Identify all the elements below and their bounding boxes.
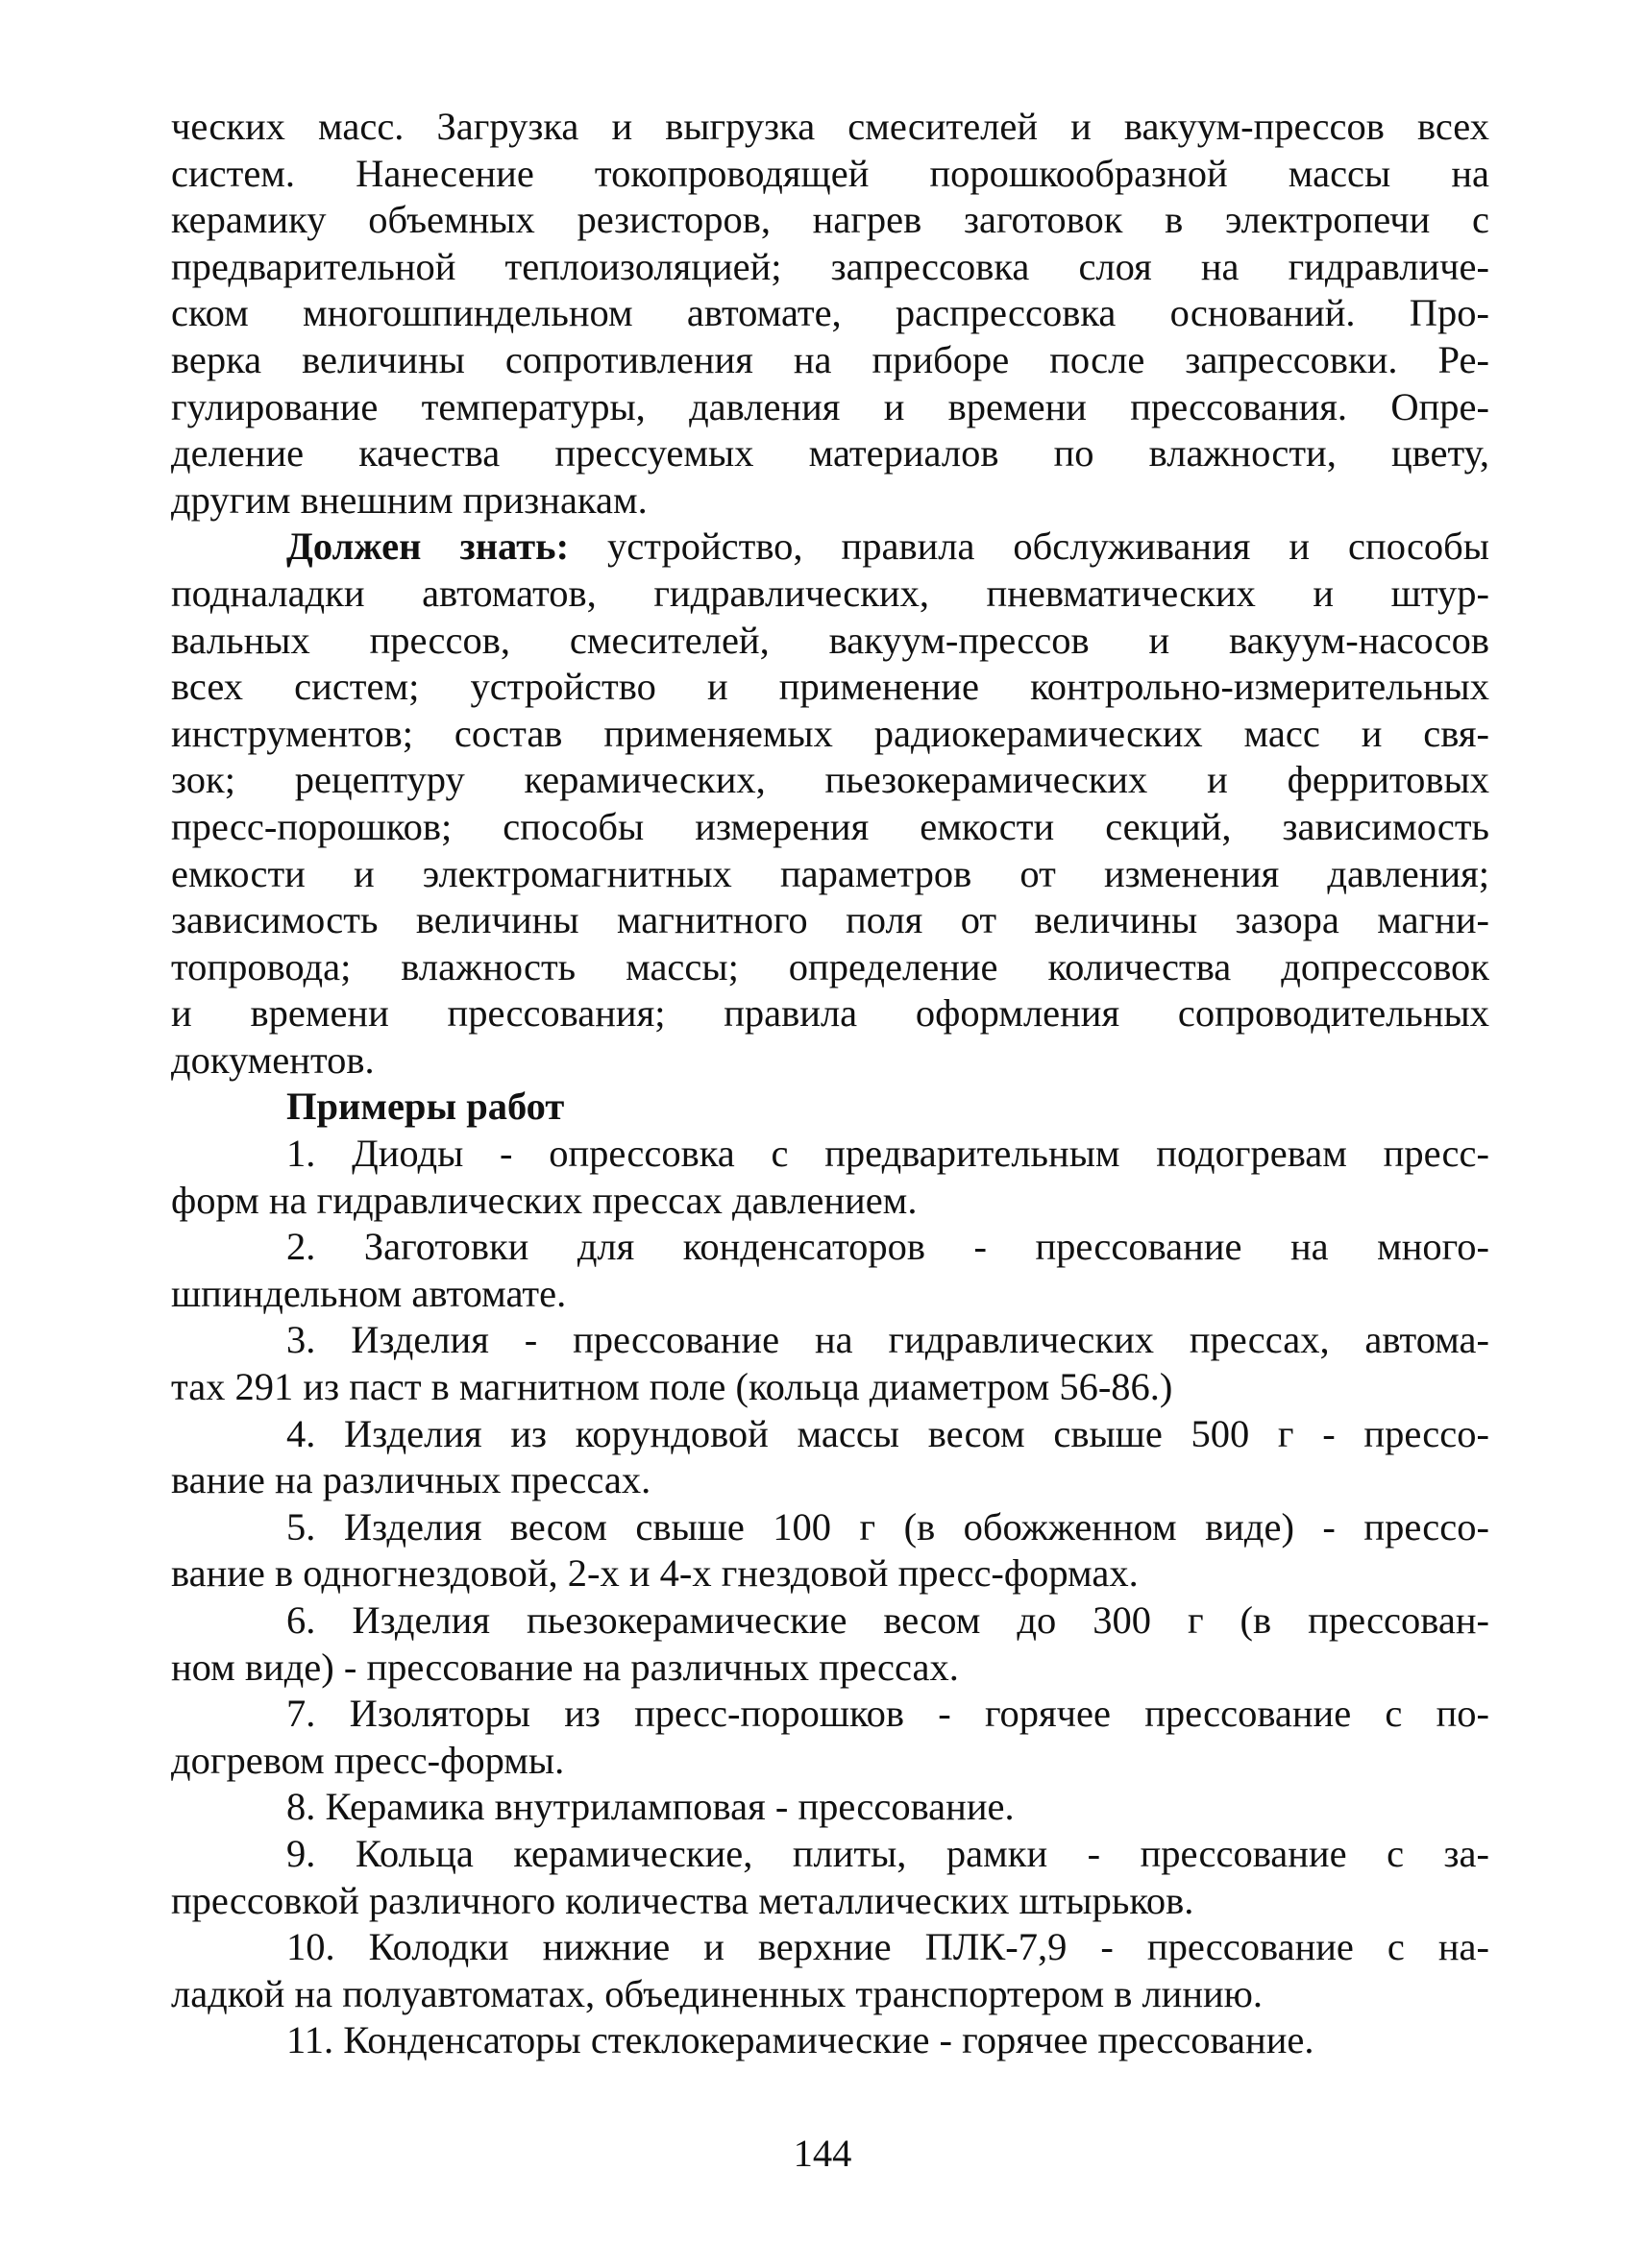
text-line: 4. Изделия из корундовой массы весом свыше 500 г - прессо- (286, 1411, 1489, 1455)
text-line: 11. Конденсаторы стеклокерамические - горячее прессование. (286, 2018, 1314, 2062)
text-line: вание в одногнездовой, 2-х и 4-х гнездовой пресс-формах. (171, 1551, 1139, 1596)
text-line: ческих масс. Загрузка и выгрузка смесителей и вакуум-прессов всех (171, 105, 1489, 148)
text-line: зок; рецептуру керамических, пьезокерамических и ферритовых (171, 758, 1489, 802)
text-line: 5. Изделия весом свыше 100 г (в обожженном виде) - прессо- (286, 1504, 1489, 1549)
text-line: гулирование температуры, давления и времени прессования. Опре- (171, 384, 1489, 428)
text-line: 8. Керамика внутриламповая - прессование. (286, 1785, 1015, 1829)
must-know-first-line (171, 524, 1489, 571)
text-line: пресс-порошков; способы измерения емкости секций, зависимость (171, 804, 1489, 848)
text-line: подналадки автоматов, гидравлических, пневматических и штур- (171, 571, 1489, 615)
text-line: топровода; влажность массы; определение количества допрессовок (171, 944, 1489, 988)
text-line: зависимость величины магнитного поля от величины зазора магни- (171, 898, 1489, 942)
example-item (171, 1411, 1489, 1504)
text-line: другим внешним признакам. (171, 477, 648, 522)
example-item (171, 1504, 1489, 1597)
text-line: и времени прессования; правила оформления сопроводительных (171, 991, 1489, 1036)
paragraph-operations (171, 104, 1489, 524)
example-item (171, 1131, 1489, 1224)
text-line: 1. Диоды - опрессовка с предварительным подогревам пресс- (286, 1132, 1489, 1176)
text-line: 3. Изделия - прессование на гидравлических прессах, автома- (286, 1318, 1489, 1362)
text-line: шпиндельном автомате. (171, 1271, 567, 1315)
example-item (171, 1831, 1489, 1924)
text-line: ском многошпиндельном автомате, распрессовка оснований. Про- (171, 291, 1489, 335)
text-line: тах 291 из паст в магнитном поле (кольца диаметром 56-86.) (171, 1365, 1173, 1409)
example-item (171, 1317, 1489, 1410)
text-line: 2. Заготовки для конденсаторов - прессование на много- (286, 1225, 1489, 1269)
text-body (171, 104, 1489, 2064)
text-line: предварительной теплоизоляцией; запрессовка слоя на гидравличе- (171, 244, 1489, 288)
text-line: 7. Изоляторы из пресс-порошков - горячее прессование с по- (286, 1692, 1489, 1736)
text-line: вание на различных прессах. (171, 1458, 651, 1502)
example-item (171, 1224, 1489, 1317)
text-line: 10. Колодки нижние и верхние ПЛК-7,9 - прессование с на- (286, 1925, 1489, 1969)
text-line: деление качества прессуемых материалов по влажности, цвету, (171, 431, 1489, 476)
text-line: вальных прессов, смесителей, вакуум-прессов и вакуум-насосов (171, 618, 1489, 662)
text-line: керамику объемных резисторов, нагрев заготовок в электропечи с (171, 198, 1489, 242)
text-line: 6. Изделия пьезокерамические весом до 300 г (в прессован- (286, 1598, 1489, 1642)
example-item (171, 1597, 1489, 1691)
paragraph-must-know (171, 524, 1489, 1084)
text-line: 9. Кольца керамические, плиты, рамки - прессование с за- (286, 1831, 1489, 1875)
text-line: всех систем; устройство и применение контрольно-измерительных (171, 665, 1489, 709)
must-know-heading: Должен знать: (286, 524, 570, 569)
text-line: верка величины сопротивления на приборе после запрессовки. Ре- (171, 337, 1489, 381)
text-line: ном виде) - прессование на различных прессах. (171, 1645, 959, 1689)
must-know-first-line-text: устройство, правила обслуживания и способы (569, 524, 1490, 569)
page-number: 144 (793, 2132, 852, 2175)
example-item (171, 2017, 1489, 2064)
text-line: ладкой на полуавтоматах, объединенных транспортером в линию. (171, 1971, 1264, 2015)
text-line: догревом пресс-формы. (171, 1738, 565, 1782)
text-line: систем. Нанесение токопроводящей порошкообразной массы на (171, 151, 1489, 195)
examples-heading: Примеры работ (286, 1085, 565, 1129)
example-item (171, 1784, 1489, 1831)
text-line: прессовкой различного количества металлических штырьков. (171, 1878, 1194, 1922)
text-line: инструментов; состав применяемых радиокерамических масс и свя- (171, 711, 1489, 755)
text-line: форм на гидравлических прессах давлением. (171, 1178, 918, 1222)
example-item (171, 1691, 1489, 1784)
example-item (171, 1924, 1489, 2017)
text-line: документов. (171, 1037, 375, 1082)
examples-list (171, 1131, 1489, 2064)
text-line: емкости и электромагнитных параметров от изменения давления; (171, 851, 1489, 895)
